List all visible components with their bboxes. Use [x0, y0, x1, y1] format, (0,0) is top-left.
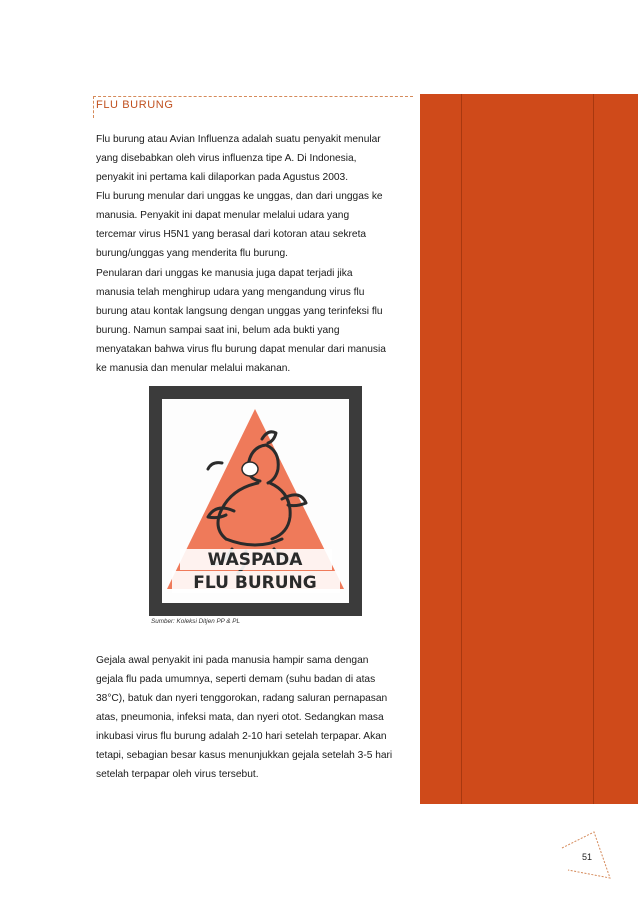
paragraph-line: manusia telah menghirup udara yang mengandung virus flu: [96, 287, 365, 298]
header-rule: [93, 96, 413, 97]
image-caption: Sumber: Koleksi Ditjen PP & PL: [151, 618, 241, 625]
warning-poster: [149, 386, 362, 616]
paragraph-line: tercemar virus H5N1 yang berasal dari kotoran atau sekreta: [96, 229, 367, 240]
paragraph-line: burung/unggas yang menderita flu burung.: [96, 248, 289, 259]
paragraph-line: atas, pneumonia, infeksi mata, dan nyeri otot. Sedangkan masa: [96, 712, 384, 723]
paragraph-line: menyatakan bahwa virus flu burung dapat menular dari manusia: [96, 344, 386, 355]
paragraph-line: Gejala awal penyakit ini pada manusia hampir sama dengan: [96, 655, 369, 666]
paragraph-line: Flu burung atau Avian Influenza adalah suatu penyakit menular: [96, 134, 381, 145]
paragraph-line: inkubasi virus flu burung adalah 2-10 hari setelah terpapar. Akan: [96, 731, 387, 742]
sidebar-divider: [461, 94, 462, 804]
decorative-sidebar: [420, 94, 638, 804]
paragraph-line: setelah terpapar oleh virus tersebut.: [96, 769, 259, 780]
paragraph-line: 38°C), batuk dan nyeri tenggorokan, radang saluran pernapasan: [96, 693, 388, 704]
paragraph-line: yang disebabkan oleh virus influenza tipe A. Di Indonesia,: [96, 153, 357, 164]
paragraph-line: gejala flu pada umumnya, seperti demam (suhu badan di atas: [96, 674, 376, 685]
paragraph-transmission: [96, 264, 422, 378]
poster-graphic: [162, 399, 349, 603]
paragraph-line: burung. Namun sampai saat ini, belum ada bukti yang: [96, 325, 340, 336]
paragraph-intro: [96, 130, 422, 263]
mask-icon: [242, 462, 258, 476]
paragraph-line: ke manusia dan menular melalui makanan.: [96, 363, 291, 374]
page-number: 51: [582, 852, 593, 862]
paragraph-line: manusia. Penyakit ini dapat menular melalui udara yang: [96, 210, 350, 221]
header-rule-left: [93, 96, 94, 118]
poster-title-line1: WASPADA: [207, 550, 303, 570]
paragraph-line: Flu burung menular dari unggas ke unggas, dan dari unggas ke: [96, 191, 383, 202]
poster-title-line2: FLU BURUNG: [193, 573, 317, 593]
sidebar-divider: [593, 94, 594, 804]
section-title: FLU BURUNG: [96, 99, 174, 111]
paragraph-line: Penularan dari unggas ke manusia juga dapat terjadi jika: [96, 268, 353, 279]
poster-inner: [162, 399, 349, 603]
paragraph-symptoms: [96, 651, 422, 784]
paragraph-line: penyakit ini pertama kali dilaporkan pada Agustus 2003.: [96, 172, 349, 183]
paragraph-line: tetapi, sebagian besar kasus menunjukkan gejala setelah 3-5 hari: [96, 750, 393, 761]
paragraph-line: burung atau kontak langsung dengan unggas yang terinfeksi flu: [96, 306, 383, 317]
